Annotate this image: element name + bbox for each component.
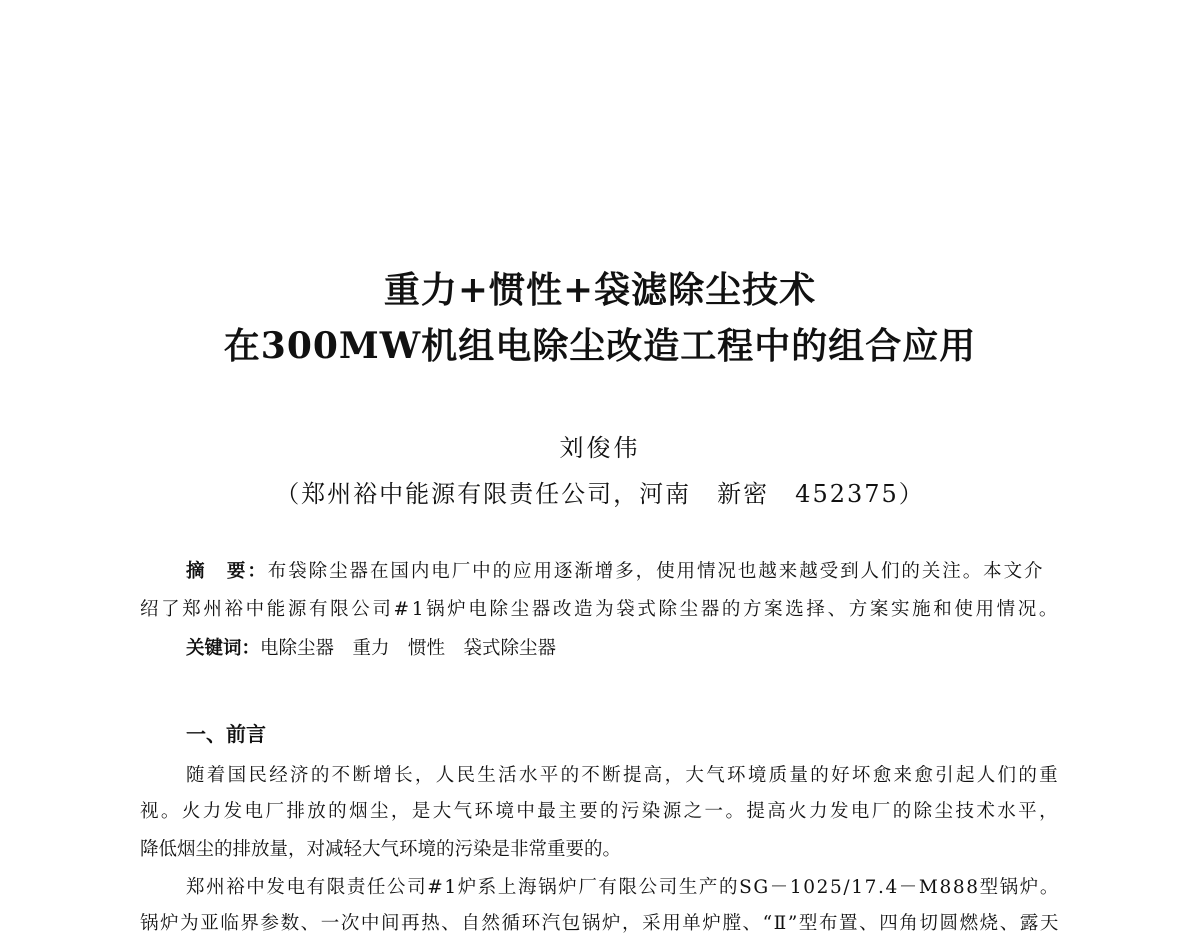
paper-title-line-1: 重力+惯性+袋滤除尘技术	[383, 269, 817, 311]
body-line-5: 锅炉为亚临界参数、一次中间再热、自然循环汽包锅炉，采用单炉膛、“Ⅱ”型布置、四角切圆燃烧、露天	[140, 913, 1060, 934]
abstract-line-2: 绍了郑州裕中能源有限公司#1锅炉电除尘器改造为袋式除尘器的方案选择、方案实施和使用情况。	[140, 599, 1060, 620]
author-affiliation: （郑州裕中能源有限责任公司，河南 新密 452375）	[275, 480, 925, 508]
abstract-text-1: 布袋除尘器在国内电厂中的应用逐渐增多，使用情况也越来越受到人们的关注。本文介	[267, 561, 1045, 582]
keywords-line	[186, 635, 556, 663]
body-line-2: 视。火力发电厂排放的烟尘，是大气环境中最主要的污染源之一。提高火力发电厂的除尘技术水平，	[140, 801, 1060, 822]
keywords-text: 电除尘器 重力 惯性 袋式除尘器	[260, 638, 557, 659]
abstract-label: 摘 要：	[186, 561, 268, 582]
body-line-4: 郑州裕中发电有限责任公司#1炉系上海锅炉厂有限公司生产的SG－1025/17.4－M888型锅炉。	[186, 877, 1060, 898]
paper-title-line-2: 在300MW机组电除尘改造工程中的组合应用	[223, 325, 977, 367]
author-name: 刘俊伟	[559, 434, 641, 462]
keywords-label: 关键词：	[186, 638, 261, 659]
abstract-line-1	[186, 558, 1060, 586]
body-line-1: 随着国民经济的不断增长，人民生活水平的不断提高，大气环境质量的好坏愈来愈引起人们的重	[186, 765, 1060, 786]
section-heading-intro: 一、前言	[186, 722, 266, 746]
body-line-3: 降低烟尘的排放量，对减轻大气环境的污染是非常重要的。	[140, 839, 622, 860]
